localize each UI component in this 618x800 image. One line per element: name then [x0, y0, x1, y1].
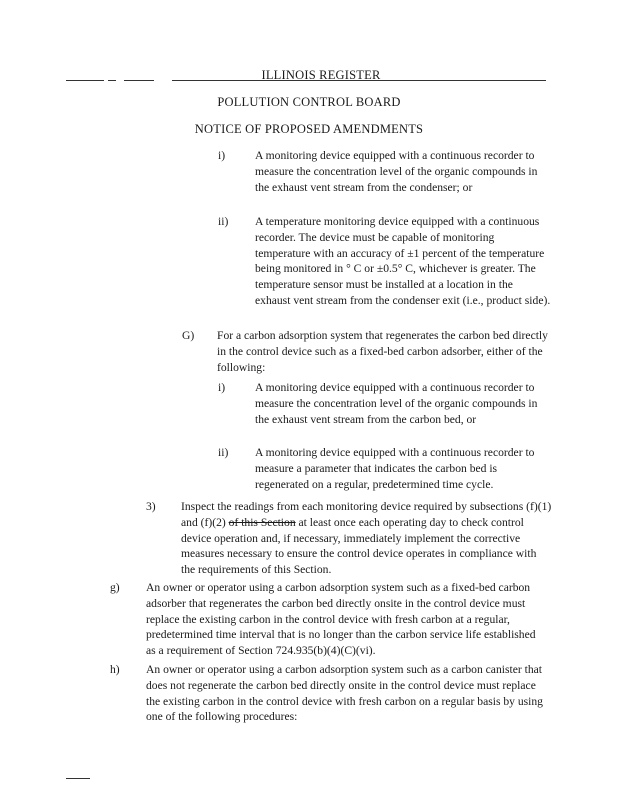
- item-label: ii): [218, 215, 229, 228]
- item-text: [181, 499, 553, 578]
- item-text: A monitoring device equipped with a continuous recorder to measure a parameter that indicates the carbon bed is regenerated on a regular, predetermined time cycle.: [255, 446, 535, 491]
- item-label: 3): [146, 500, 156, 513]
- item-text: A monitoring device equipped with a continuous recorder to measure the concentration level of the organic compounds in the exhaust vent stream from the carbon bed, or: [255, 381, 538, 426]
- notice-title: NOTICE OF PROPOSED AMENDMENTS: [194, 122, 424, 136]
- text-segment: at least once each operating day to check control device operation and, if necessary, immediately implement the corrective measures necessary to ensure the control device operates in compliance with the requirements of this Section.: [181, 515, 537, 577]
- struck-text: of this Section: [228, 515, 296, 529]
- item-text: For a carbon adsorption system that regenerates the carbon bed directly in the control device such as a fixed-bed carbon adsorber, either of the following:: [217, 329, 548, 374]
- item-text: An owner or operator using a carbon adsorption system such as a carbon canister that does not regenerate the carbon bed directly onsite in the control device must replace the existing carbon in the control device with fresh carbon on a regular basis by using one of the following procedures:: [146, 663, 543, 724]
- item-label: h): [110, 663, 120, 676]
- item-label: i): [218, 381, 226, 394]
- item-text: A temperature monitoring device equipped with a continuous recorder. The device must be capable of monitoring temperature with an accuracy of ±1 percent of the temperature being monitored in ° C or ±0.5° C, whichever is greater. The temperature sensor must be installed at a location in the exhaust vent stream from the condenser exit (i.e., product side).: [255, 215, 551, 307]
- item-label: G): [182, 329, 195, 342]
- item-label: i): [218, 149, 226, 162]
- footer-rule: [66, 778, 90, 779]
- item-label: ii): [218, 446, 229, 459]
- text-segment: Inspect the readings from each monitoring device required by subsections (f)(1) and (f)(2): [181, 500, 552, 529]
- register-title: ILLINOIS REGISTER: [261, 68, 381, 82]
- board-title: POLLUTION CONTROL BOARD: [217, 95, 401, 109]
- item-text: A monitoring device equipped with a continuous recorder to measure the concentration level of the organic compounds in the exhaust vent stream from the condenser; or: [255, 149, 538, 194]
- item-label: g): [110, 581, 120, 594]
- item-text: An owner or operator using a carbon adsorption system such as a fixed-bed carbon adsorber that regenerates the carbon bed directly onsite in the control device must replace the existing carbon in the control device with fresh carbon at a regular, predetermined time interval that is no longer than the carbon service life established as a requirement of Section 724.935(b)(4)(C)(vi).: [146, 581, 536, 658]
